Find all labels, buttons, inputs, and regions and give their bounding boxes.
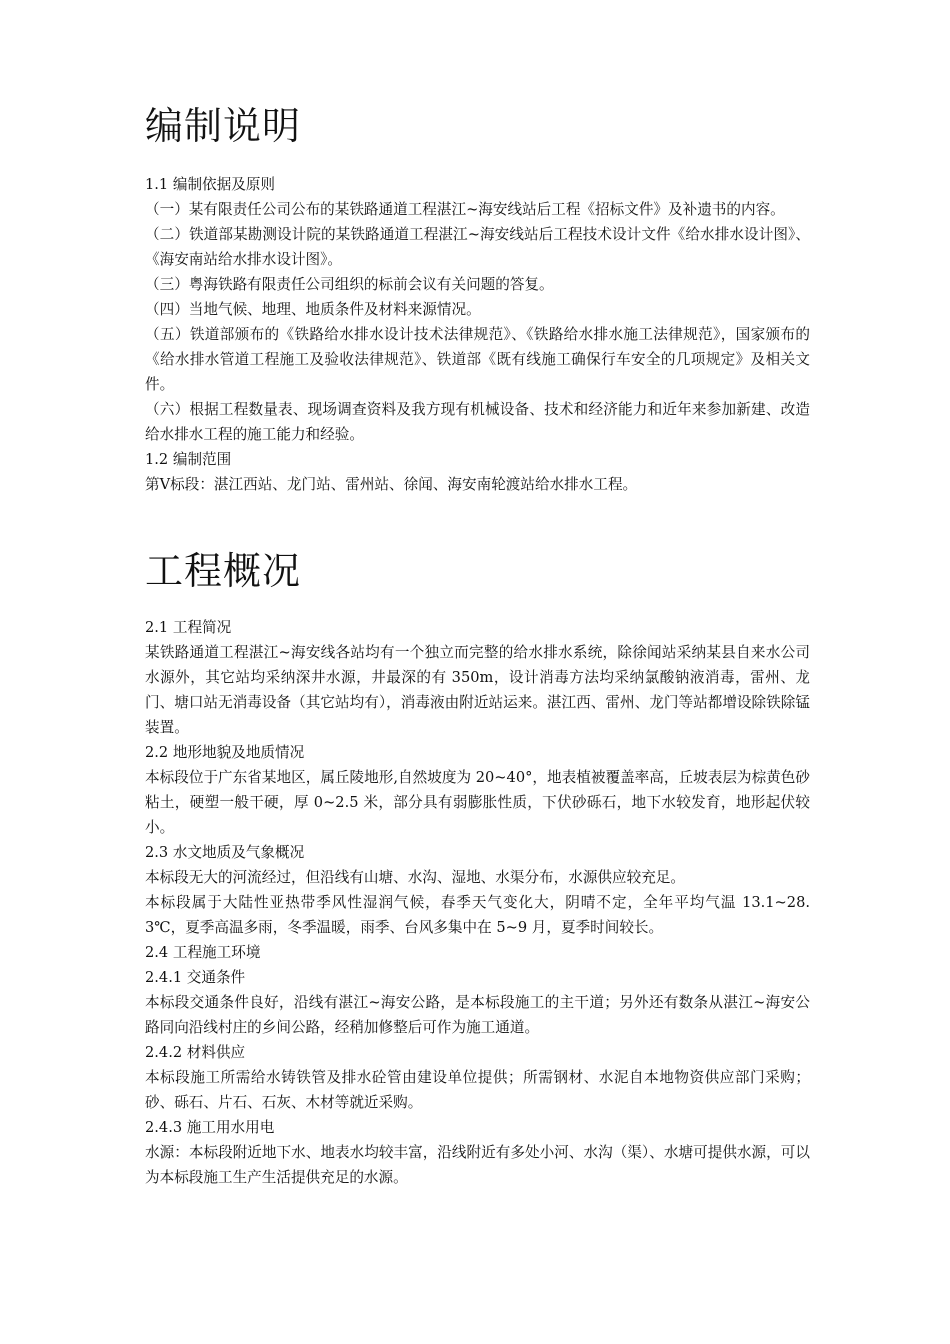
subheading-2-4-3: 2.4.3 施工用水用电	[145, 1119, 275, 1136]
subheading-2-4-2: 2.4.2 材料供应	[145, 1044, 246, 1061]
subheading-2-1: 2.1 工程简况	[145, 619, 232, 636]
subheading-2-3: 2.3 水文地质及气象概况	[145, 844, 305, 861]
section-heading-project-overview: 工程概况	[145, 549, 302, 593]
subheading-2-4-1: 2.4.1 交通条件	[145, 969, 246, 986]
paragraph-climate: 本标段属于大陆性亚热带季风性湿润气候，春季天气变化大，阴晴不定，全年平均气温 13.1~28.3℃，夏季高温多雨，冬季温暖，雨季、台风多集中在 5~9 月，夏季时间较长。	[145, 894, 810, 936]
paragraph-scope: 第Ⅴ标段：湛江西站、龙门站、雷州站、徐闻、海安南轮渡站给水排水工程。	[145, 476, 638, 493]
paragraph-materials: 本标段施工所需给水铸铁管及排水砼管由建设单位提供；所需钢材、水泥自本地物资供应部门采购；砂、砾石、片石、石灰、木材等就近采购。	[145, 1069, 810, 1111]
paragraph-basis-6: （六）根据工程数量表、现场调查资料及我方现有机械设备、技术和经济能力和近年来参加新建、改造给水排水工程的施工能力和经验。	[145, 401, 810, 443]
subheading-2-4: 2.4 工程施工环境	[145, 944, 261, 961]
paragraph-basis-1: （一）某有限责任公司公布的某铁路通道工程湛江~海安线站后工程《招标文件》及补遗书的内容。	[145, 201, 785, 218]
paragraph-traffic: 本标段交通条件良好，沿线有湛江~海安公路，是本标段施工的主干道；另外还有数条从湛江~海安公路同向沿线村庄的乡间公路，经稍加修整后可作为施工通道。	[145, 994, 810, 1036]
paragraph-terrain: 本标段位于广东省某地区，属丘陵地形,自然坡度为 20~40°，地表植被覆盖率高，丘坡表层为棕黄色砂粘土，硬塑一般干硬，厚 0~2.5 米，部分具有弱膨胀性质，下伏砂砾石，地下水较发育，地形起伏较小。	[145, 769, 810, 836]
paragraph-basis-2: （二）铁道部某勘测设计院的某铁路通道工程湛江~海安线站后工程技术设计文件《给水排水设计图》、《海安南站给水排水设计图》。	[145, 226, 810, 268]
subheading-1-2: 1.2 编制范围	[145, 451, 232, 468]
document-body	[145, 98, 810, 1190]
section-heading-compilation-notes: 编制说明	[145, 104, 302, 148]
paragraph-hydrology: 本标段无大的河流经过，但沿线有山塘、水沟、湿地、水渠分布，水源供应较充足。	[145, 869, 685, 886]
paragraph-basis-4: （四）当地气候、地理、地质条件及材料来源情况。	[145, 301, 481, 318]
subheading-2-2: 2.2 地形地貌及地质情况	[145, 744, 305, 761]
paragraph-project-brief: 某铁路通道工程湛江~海安线各站均有一个独立而完整的给水排水系统，除徐闻站采纳某县自来水公司水源外，其它站均采纳深井水源，井最深的有 350m，设计消毒方法均采纳氯酸钠液消毒，雷州、龙门、塘口站无消毒设备（其它站均有），消毒液由附近站运来。湛江西、雷州、龙门等站都增设除铁除锰装置。	[145, 644, 810, 736]
subheading-1-1: 1.1 编制依据及原则	[145, 176, 276, 193]
paragraph-basis-5: （五）铁道部颁布的《铁路给水排水设计技术法律规范》、《铁路给水排水施工法律规范》，国家颁布的《给水排水管道工程施工及验收法律规范》、铁道部《既有线施工确保行车安全的几项规定》及相关文件。	[145, 326, 810, 393]
paragraph-basis-3: （三）粤海铁路有限责任公司组织的标前会议有关问题的答复。	[145, 276, 554, 293]
paragraph-water-supply: 水源：本标段附近地下水、地表水均较丰富，沿线附近有多处小河、水沟（渠）、水塘可提供水源，可以为本标段施工生产生活提供充足的水源。	[145, 1144, 810, 1186]
